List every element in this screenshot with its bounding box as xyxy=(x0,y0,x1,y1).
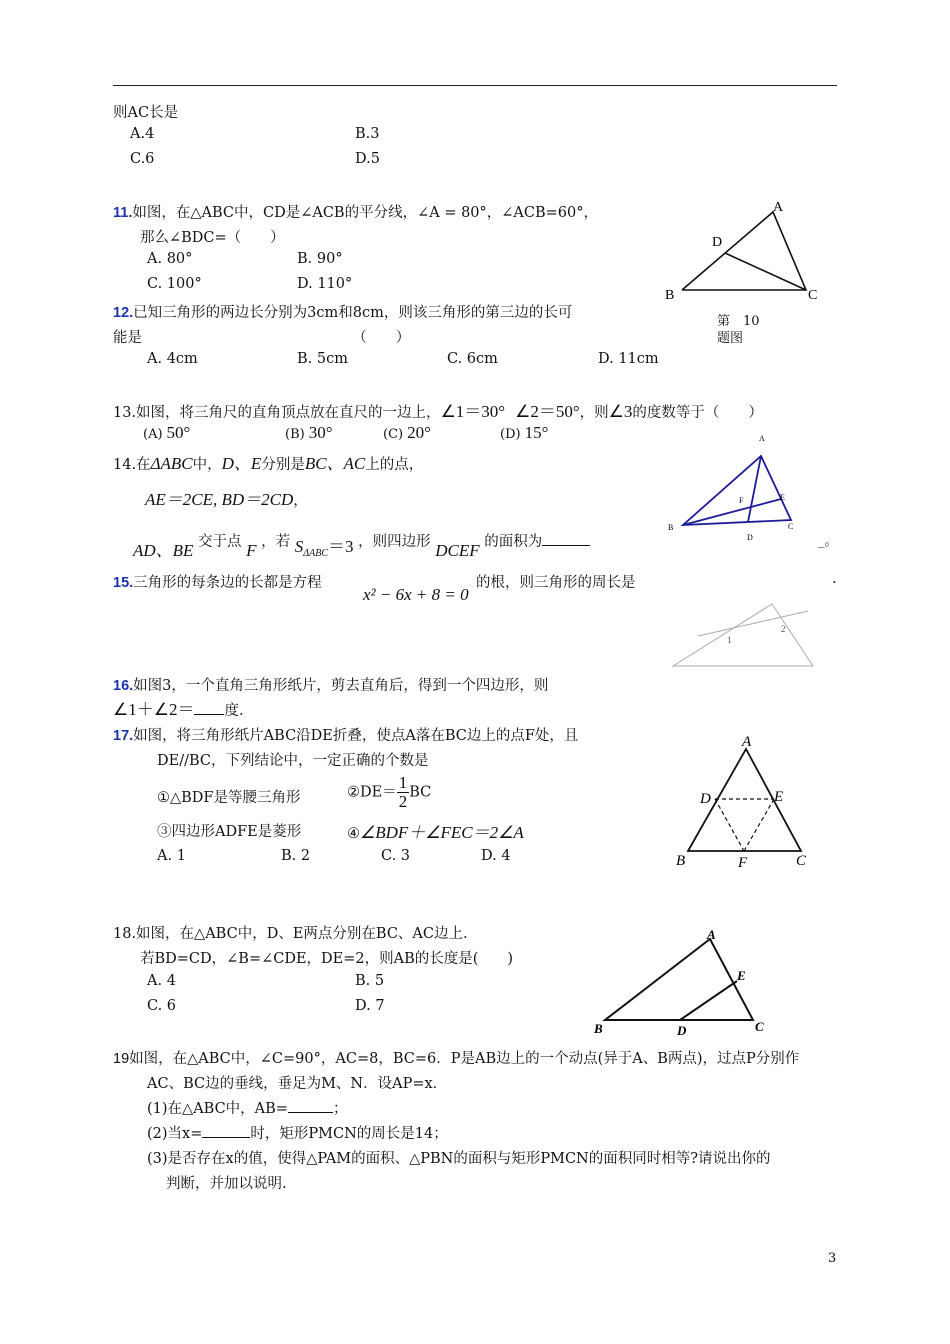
q17-option-b: B. 2 xyxy=(281,848,311,864)
q10-option-c: C.6 xyxy=(130,151,155,167)
q16-number: 16. xyxy=(113,678,134,694)
q17-number: 17. xyxy=(113,728,134,744)
q16-label-1: 1 xyxy=(727,635,732,645)
q19-sub2-blank xyxy=(202,1123,250,1138)
q11-option-d: D. 110° xyxy=(297,276,353,292)
q14-sides: BC、AC xyxy=(304,454,366,473)
q14-stem-d: 上的点， xyxy=(365,457,424,473)
q19-number: 19 xyxy=(113,1051,130,1067)
q16-label-2: 2 xyxy=(781,624,786,634)
q16-line2 xyxy=(113,695,244,720)
q11-stem2: 那么∠BDC=（ ） xyxy=(140,230,285,246)
q11-label-c: C xyxy=(808,288,818,303)
q12-option-b: B. 5cm xyxy=(297,351,348,367)
q14-stem-h: 的面积为 xyxy=(484,534,543,550)
q18-label-b: B xyxy=(594,1021,603,1036)
q19-sub3-line1: (3)是否存在x的值，使得△PAM的面积、△PBN的面积与矩形PMCN的面积同时相等?请说出你的 xyxy=(147,1151,771,1167)
q18-option-c: C. 6 xyxy=(147,998,177,1014)
q19-sub3-line2: 判断，并加以说明. xyxy=(166,1176,287,1192)
q14-area-s: S xyxy=(294,537,304,556)
q15-end: . xyxy=(832,571,837,587)
q10-option-b: B.3 xyxy=(355,126,380,142)
q13-angle2: ∠2＝50° xyxy=(515,402,580,421)
q17-stem2: DE//BC，下列结论中，一定正确的个数是 xyxy=(157,753,429,769)
q11-option-a: A. 80° xyxy=(147,251,193,267)
q17-fold-ef xyxy=(744,799,774,851)
q14-equation-tail: ， xyxy=(293,493,308,509)
q11-option-c: C. 100° xyxy=(147,276,202,292)
q14-label-e: E xyxy=(780,493,785,502)
q12-stem2: 能是 （ ） xyxy=(113,330,411,346)
q14-stem-f: ，若 xyxy=(261,534,291,550)
q19-stem2: AC、BC边的垂线，垂足为M、N．设AP=x． xyxy=(147,1076,448,1092)
q14-area-value: ＝3 xyxy=(328,537,354,556)
q17-option-d: D. 4 xyxy=(481,848,511,864)
q14-line2 xyxy=(145,485,308,510)
q14-label-a: A xyxy=(759,434,765,443)
q12-option-c: C. 6cm xyxy=(447,351,498,367)
q14-triangle-abc xyxy=(683,456,791,525)
q10-option-d: D.5 xyxy=(355,151,380,167)
q13-angle3: ∠3 xyxy=(608,402,633,421)
q17-stem1: 如图，将三角形纸片ABC沿DE折叠，使点A落在BC边上的点F处，且 xyxy=(133,728,579,744)
q14-stem-b: 中， xyxy=(192,457,222,473)
q18-option-b: B. 5 xyxy=(355,973,385,989)
q17-label-a: A xyxy=(742,734,752,750)
q17-conclusion-2: ②DE＝ $\frac{1}{2}$ BC xyxy=(347,773,432,811)
q14-answer-blank xyxy=(542,531,590,546)
q15-number: 15. xyxy=(113,575,134,591)
q13-stem-b: ，则 xyxy=(579,405,609,421)
q14-stem-c: 分别是 xyxy=(261,457,305,473)
q14-lines: AD、BE xyxy=(133,541,194,560)
q18-figure xyxy=(590,925,775,1040)
q11-caption-1: 第 10 xyxy=(717,314,760,329)
q17-conclusion-1: ①△BDF是等腰三角形 xyxy=(157,790,301,806)
q14-line1 xyxy=(113,449,423,474)
q18-stem2: 若BD=CD，∠B=∠CDE，DE=2，则AB的长度是( ) xyxy=(140,951,514,967)
q14-quad: DCEF xyxy=(435,541,480,560)
q11-label-d: D xyxy=(712,235,723,250)
q10-option-a: A.4 xyxy=(130,126,155,142)
q12-option-a: A. 4cm xyxy=(147,351,198,367)
q10-stem: 则AC长是 xyxy=(113,105,179,121)
q17-figure xyxy=(670,728,815,873)
q12-stem1: 已知三角形的两边长分别为3cm和8cm，则该三角形的第三边的长可 xyxy=(133,305,573,321)
q11-bisector-cd xyxy=(725,253,806,290)
q14-label-d: D xyxy=(747,533,753,542)
q14-label-f: F xyxy=(739,496,744,505)
q16-line1 xyxy=(113,674,548,695)
q11-triangle xyxy=(682,212,806,290)
q13-stem-a: 13.如图，将三角尺的直角顶点放在直尺的一边上， xyxy=(113,405,441,421)
q12-option-d: D. 11cm xyxy=(598,351,659,367)
q17-label-c: C xyxy=(796,853,807,869)
q19-sub2: (2)当x= 时，矩形PMCN的周长是14； xyxy=(147,1122,448,1143)
q17-label-e: E xyxy=(774,789,784,805)
q16-stem1: 如图3，一个直角三角形纸片，剪去直角后，得到一个四边形，则 xyxy=(133,678,549,694)
q11-figure xyxy=(655,198,830,308)
q17-label-b: B xyxy=(676,853,686,869)
q11-number: 11. xyxy=(113,205,133,221)
q18-label-a: A xyxy=(707,927,716,942)
q18-triangle xyxy=(605,939,753,1020)
q17-label-f: F xyxy=(738,855,748,871)
q13-stem-c: 的度数等于（ ） xyxy=(632,405,763,421)
q13-option-a: (A) 50° xyxy=(143,423,191,442)
page-number: 3 xyxy=(828,1251,837,1266)
q14-stem-g: ，则四边形 xyxy=(358,534,431,550)
q16-unit: 度. xyxy=(224,703,244,719)
q16-cut-line xyxy=(698,611,808,636)
q19-line1 xyxy=(113,1047,799,1068)
q13-stem xyxy=(113,397,763,422)
q15-stem-b: 的根，则三角形的周长是 xyxy=(476,575,636,591)
q11-line1 xyxy=(113,201,598,222)
q12-number: 12. xyxy=(113,305,134,321)
q18-option-a: A. 4 xyxy=(147,973,176,989)
q15-equation: x² − 6x + 8 = 0 xyxy=(363,585,469,604)
q15-line xyxy=(113,571,322,592)
q16-answer-blank xyxy=(194,700,224,715)
q16-triangle xyxy=(673,604,813,666)
q18-label-c: C xyxy=(755,1019,764,1034)
q18-stem1: 18.如图，在△ABC中，D、E两点分别在BC、AC边上. xyxy=(113,926,468,942)
q18-option-d: D. 7 xyxy=(355,998,385,1014)
q17-option-c: C. 3 xyxy=(381,848,411,864)
q14-triangle: ΔABC xyxy=(150,454,193,473)
q14-area-sub: ΔABC xyxy=(303,547,329,559)
q13-option-c: (C) 20° xyxy=(383,423,431,442)
q19-sub1: (1)在△ABC中，AB= ； xyxy=(147,1097,347,1118)
q12-line1 xyxy=(113,301,572,322)
q18-label-e: E xyxy=(737,968,746,983)
q13-angle1: ∠1＝30° xyxy=(440,402,506,421)
q14-label-b: B xyxy=(668,523,674,532)
q16-expression: ∠1＋∠2＝ xyxy=(113,700,195,719)
q14-equation: AE＝2CE, BD＝2CD xyxy=(145,490,294,509)
q11-label-a: A xyxy=(773,200,784,215)
q15-stem-a: 三角形的每条边的长都是方程 xyxy=(133,575,322,591)
q18-segment-de xyxy=(680,981,737,1020)
q14-stem-e: 交于点 xyxy=(198,534,242,550)
q14-figure xyxy=(660,430,810,545)
q16-figure xyxy=(668,598,818,670)
q14-label-c: C xyxy=(788,522,794,531)
q13-option-d: (D) 15° xyxy=(500,423,549,442)
q11-label-b: B xyxy=(665,288,675,303)
q17-conclusion-3: ③四边形ADFE是菱形 xyxy=(157,824,302,840)
header-rule xyxy=(113,85,837,86)
q14-point-f: F xyxy=(246,541,257,560)
q17-label-d: D xyxy=(700,791,711,807)
q19-stem1: 如图，在△ABC中，∠C=90°，AC=8，BC=6．P是AB边上的一个动点(异于A、B两点)，过点P分别作 xyxy=(129,1051,800,1067)
q18-label-d: D xyxy=(677,1023,687,1038)
q14-tail: _。 xyxy=(818,534,838,549)
q17-fold-df xyxy=(715,799,744,851)
q11-option-b: B. 90° xyxy=(297,251,343,267)
q17-line1 xyxy=(113,724,578,745)
q19-sub1-blank xyxy=(288,1098,333,1113)
q17-option-a: A. 1 xyxy=(157,848,186,864)
q14-points: D、E xyxy=(221,454,262,473)
q17-conclusion-4: ④∠BDF＋∠FEC＝2∠A xyxy=(347,823,524,842)
q14-stem-a: 14.在 xyxy=(113,457,151,473)
q11-stem1: 如图，在△ABC中，CD是∠ACB的平分线，∠A = 80°，∠ACB=60°， xyxy=(132,205,599,221)
q14-line3 xyxy=(133,526,590,560)
q13-option-b: (B) 30° xyxy=(285,423,333,442)
q11-caption-2: 题图 xyxy=(717,331,744,346)
